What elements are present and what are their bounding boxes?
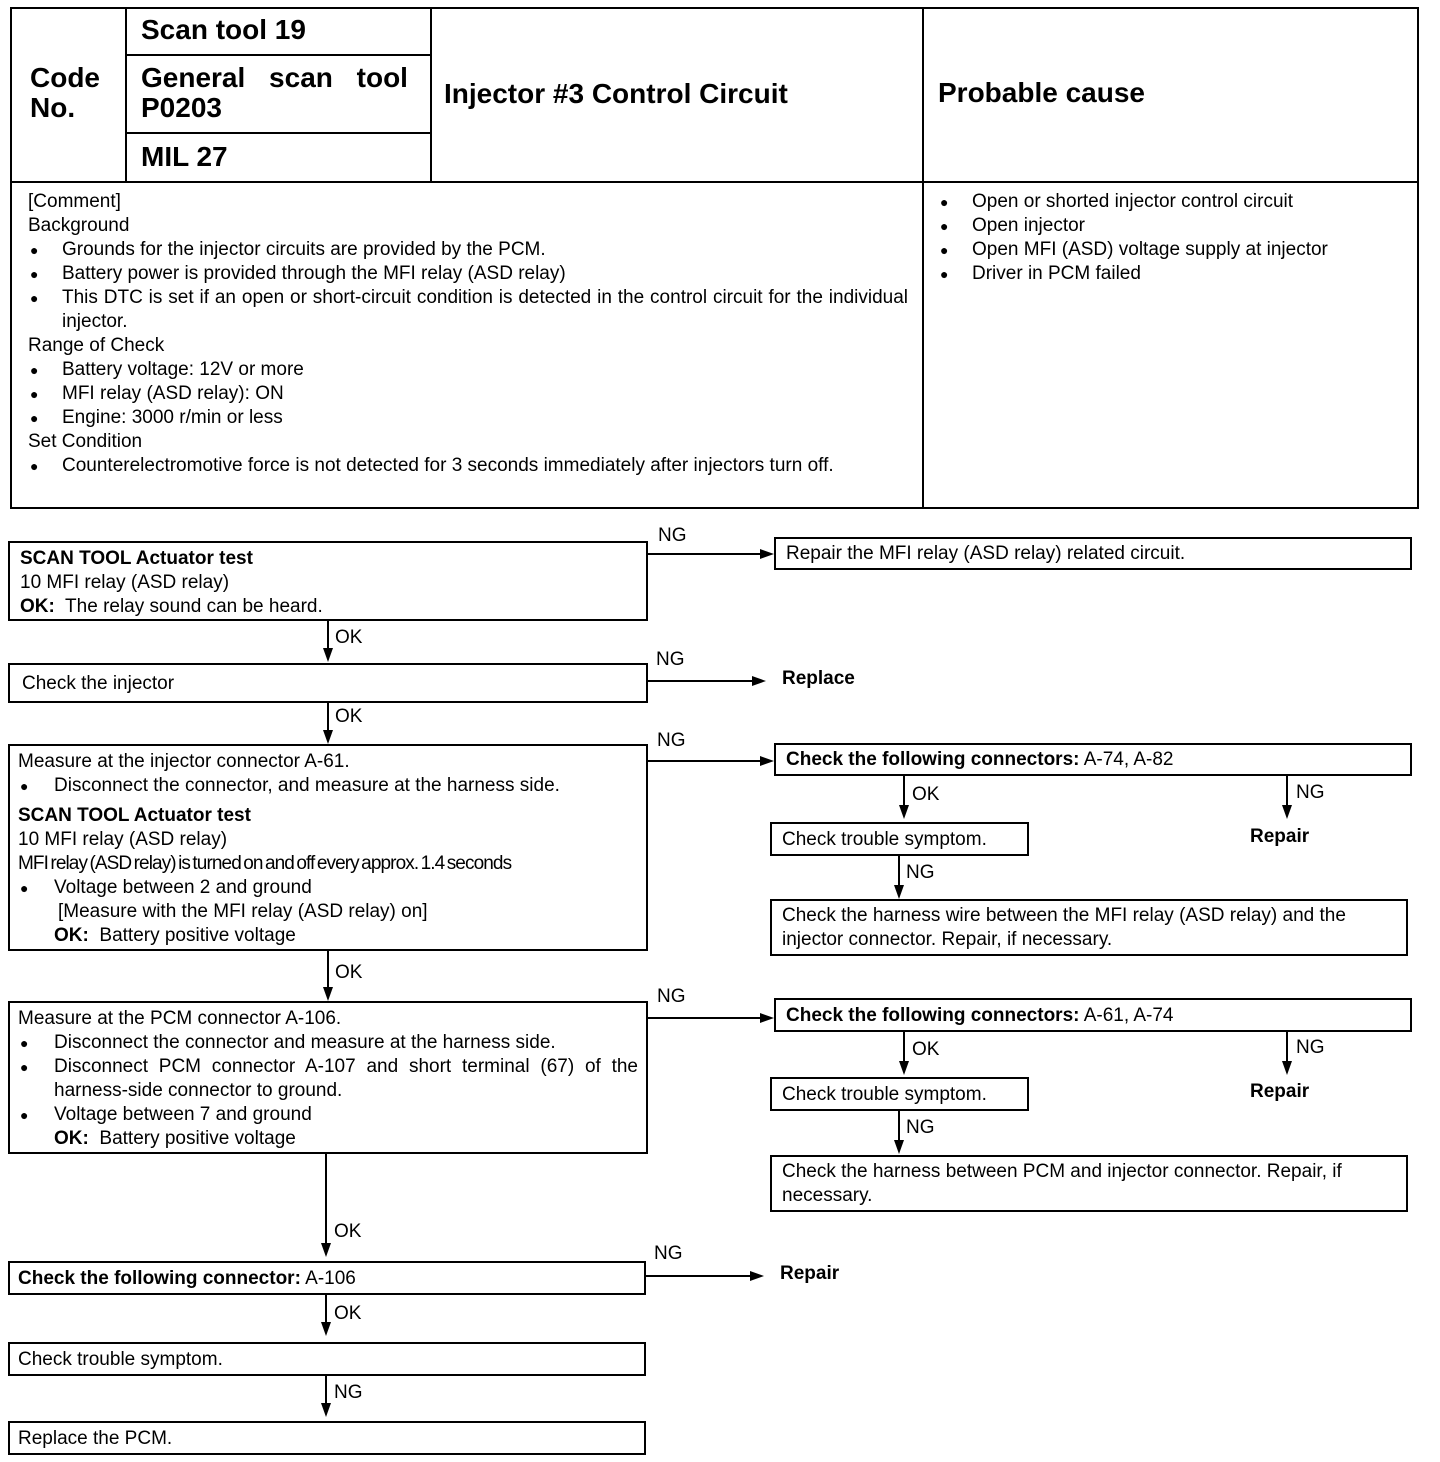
arrow-right-icon [760,549,774,559]
ng-label: NG [334,1382,363,1403]
divider [125,54,432,56]
range-label: Range of Check [28,335,165,356]
code-no-line1: Code [30,62,100,93]
ng-connector [898,856,900,886]
step5-check-value: A-106 [305,1268,356,1289]
step4-check-connectors-box [774,998,1412,1032]
ok-label: OK [912,784,940,805]
ng-connector [898,1111,900,1141]
divider [430,7,432,183]
ng-connector [646,1275,752,1277]
ng-label: NG [657,730,686,751]
step3-final: Check the harness wire between the MFI relay (ASD relay) and the injector connector. Repair, if necessary. [782,905,1346,950]
step4-final: Check the harness between PCM and injector connector. Repair, if necessary. [782,1161,1342,1206]
arrow-down-icon [321,1243,331,1257]
ng-connector [648,553,762,555]
arrow-down-icon [899,805,909,819]
step4-trouble-symptom: Check trouble symptom. [782,1084,987,1105]
ok-connector [903,776,905,806]
ok-connector [327,621,329,649]
ok-connector [903,1032,905,1062]
probable-cause-item: ● Driver in PCM failed [938,262,1408,286]
scan-tool-code: Scan tool 19 [141,14,306,45]
step3-trouble-symptom-box [770,822,1029,856]
ok-label: OK [335,627,363,648]
ng-label: NG [657,986,686,1007]
step1-ng-result-box [774,537,1412,570]
background-label: Background [28,215,130,236]
set-condition-item: ● Counterelectromotive force is not detected for 3 seconds immediately after injectors turn off. [28,454,908,478]
range-item: ● MFI relay (ASD relay): ON [28,382,908,406]
arrow-down-icon [321,1322,331,1336]
step4-check-value: A-61, A-74 [1083,1005,1174,1026]
ng-connector [648,680,754,682]
step4-final-box [770,1155,1408,1212]
step4-line1: Measure at the PCM connector A-106. [18,1008,342,1029]
ok-label: OK [335,706,363,727]
arrow-down-icon [321,1403,331,1417]
probable-cause-item: ● Open or shorted injector control circuit [938,190,1408,214]
step1-ok: OK: The relay sound can be heard. [20,596,323,617]
divider [10,181,1419,183]
step3-line3: 10 MFI relay (ASD relay) [18,829,228,850]
ok-label: OK [334,1221,362,1242]
step2-ng-result: Replace [782,668,855,689]
step3-ng-repair: Repair [1250,826,1310,847]
arrow-down-icon [894,1140,904,1154]
step4-check-label: Check the following connectors: [786,1005,1080,1026]
background-item: ● Grounds for the injector circuits are provided by the PCM. [28,238,908,262]
ng-label: NG [654,1243,683,1264]
ng-connector [1286,1032,1288,1062]
step1-box [8,541,648,621]
divider [125,132,432,134]
ng-label: NG [658,525,687,546]
general-scan-tool-value: P0203 [141,92,222,123]
ok-connector [327,703,329,731]
step2-box [8,663,648,703]
arrow-down-icon [899,1061,909,1075]
ok-connector [327,951,329,988]
ng-label: NG [656,649,685,670]
ok-label: OK [335,962,363,983]
step3-check-connectors-box [774,743,1412,776]
ok-label: OK [912,1039,940,1060]
arrow-down-icon [894,885,904,899]
comment-heading: [Comment] [28,191,121,212]
arrow-right-icon [752,676,766,686]
step7-text: Replace the PCM. [18,1428,173,1449]
step3-check-value: A-74, A-82 [1083,749,1174,770]
ng-connector [1286,776,1288,806]
arrow-down-icon [323,648,333,662]
step4-ng-repair: Repair [1250,1081,1310,1102]
step4-trouble-symptom-box [770,1077,1029,1111]
step2-text: Check the injector [22,673,175,694]
step6-text: Check trouble symptom. [18,1349,223,1370]
background-item: ● Battery power is provided through the MFI relay (ASD relay) [28,262,908,286]
step5-ng-result: Repair [780,1263,840,1284]
step1-title: SCAN TOOL Actuator test [20,548,253,569]
step3-box [8,744,648,951]
arrow-right-icon [750,1271,764,1281]
ng-label: NG [1296,782,1325,803]
step4-ok: OK: Battery positive voltage [54,1128,296,1149]
ng-label: NG [906,1117,935,1138]
ng-connector [648,1017,762,1019]
step3-line1: Measure at the injector connector A-61. [18,751,350,772]
step4-bullet2: ● Disconnect PCM connector A-107 and short terminal (67) of the harness-side connector to ground. [18,1055,638,1103]
ok-connector [325,1154,327,1244]
ok-label: OK [334,1303,362,1324]
divider [922,7,924,509]
step4-bullet3: ● Voltage between 7 and ground [18,1103,638,1127]
ok-connector [325,1295,327,1323]
range-item: ● Engine: 3000 r/min or less [28,406,908,430]
probable-cause-list [938,190,1408,286]
step6-box [8,1342,646,1376]
step3-bullet1: ● Disconnect the connector, and measure at the harness side. [18,774,638,798]
divider [125,7,127,183]
ng-connector [648,760,762,762]
step1-ng-result: Repair the MFI relay (ASD relay) related circuit. [786,543,1186,564]
probable-cause-item: ● Open MFI (ASD) voltage supply at injector [938,238,1408,262]
general-scan-tool-code [141,63,416,123]
arrow-down-icon [1282,805,1292,819]
step3-bullet2: ● Voltage between 2 and ground [18,876,638,900]
step4-box [8,1001,648,1154]
arrow-down-icon [323,987,333,1001]
step4-bullet1: ● Disconnect the connector and measure at the harness side. [18,1031,638,1055]
step1-line2: 10 MFI relay (ASD relay) [20,572,230,593]
code-no-label [30,63,100,123]
comment-section [28,190,908,478]
arrow-down-icon [1282,1061,1292,1075]
step3-ok: OK: Battery positive voltage [54,925,296,946]
ng-label: NG [906,862,935,883]
ng-label: NG [1296,1037,1325,1058]
step3-check-label: Check the following connectors: [786,749,1080,770]
step7-box [8,1421,646,1455]
ng-connector [325,1376,327,1404]
probable-cause-title: Probable cause [938,77,1145,108]
general-scan-tool-label: General scan tool [141,62,408,93]
arrow-right-icon [760,756,774,766]
step3-bullet2-sub: [Measure with the MFI relay (ASD relay) on] [58,901,428,922]
code-no-line2: No. [30,92,76,123]
step3-trouble-symptom: Check trouble symptom. [782,829,987,850]
step3-line4: MFI relay (ASD relay) is turned on and off every approx. 1.4 seconds [18,853,512,874]
range-item: ● Battery voltage: 12V or more [28,358,908,382]
step5-check-label: Check the following connector: [18,1268,301,1289]
background-item: ● This DTC is set if an open or short-circuit condition is detected in the control circuit for the individual injector. [28,286,908,334]
arrow-down-icon [323,730,333,744]
arrow-right-icon [760,1013,774,1023]
step5-box [8,1261,646,1295]
probable-cause-item: ● Open injector [938,214,1408,238]
page-title: Injector #3 Control Circuit [444,78,788,109]
mil-code: MIL 27 [141,141,228,172]
set-condition-label: Set Condition [28,431,143,452]
step3-title2: SCAN TOOL Actuator test [18,805,251,826]
step3-final-box [770,899,1408,956]
